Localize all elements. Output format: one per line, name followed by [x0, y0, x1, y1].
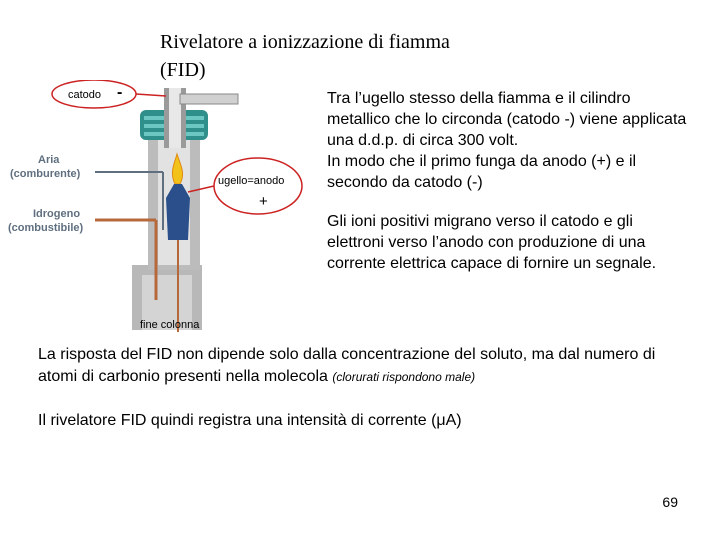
nozzle-anode: [166, 184, 190, 240]
catodo-callout-pointer: [136, 94, 166, 96]
paragraph-voltage: Tra l’ugello stesso della fiamma e il cilindro metallico che lo circonda (catodo -) viene applicata una d.d.p. di circa 300 volt.: [327, 90, 687, 149]
title-line-2: (FID): [160, 59, 206, 81]
response-note: (clorurati rispondono male): [332, 370, 476, 384]
paragraph-current: Il rivelatore FID quindi registra una intensità di corrente (μA): [38, 412, 462, 429]
label-fine-colonna: fine colonna: [140, 319, 200, 331]
label-ugello: ugello=anodo: [218, 175, 285, 187]
slide-title: [160, 28, 580, 84]
label-plus: +: [259, 193, 268, 210]
label-combustibile: (combustibile): [8, 222, 84, 234]
top-cap: [180, 94, 238, 104]
paragraph-response: [38, 344, 698, 388]
label-comburente: (comburente): [10, 168, 81, 180]
label-minus: -: [117, 84, 123, 101]
label-idrogeno: Idrogeno: [33, 208, 81, 220]
label-catodo: catodo: [68, 89, 102, 101]
label-aria: Aria: [38, 154, 60, 166]
explanation-block: [327, 88, 687, 274]
response-main-text: La risposta del FID non dipende solo dalla concentrazione del soluto, ma dal numero di atomi di carbonio presenti nella molecola: [38, 346, 656, 385]
page-number: 69: [662, 494, 678, 510]
paragraph-anode-cathode: In modo che il primo funga da anodo (+) e il secondo da catodo (-): [327, 153, 637, 191]
title-line-1: Rivelatore a ionizzazione di fiamma: [160, 31, 450, 53]
fid-detector-diagram: [0, 80, 320, 336]
paragraph-ions: Gli ioni positivi migrano verso il catodo e gli elettroni verso l’anodo con produzione di una corrente elettrica capace di fornire un segnale.: [327, 213, 657, 272]
cathode-cylinder-inner: [169, 88, 181, 148]
